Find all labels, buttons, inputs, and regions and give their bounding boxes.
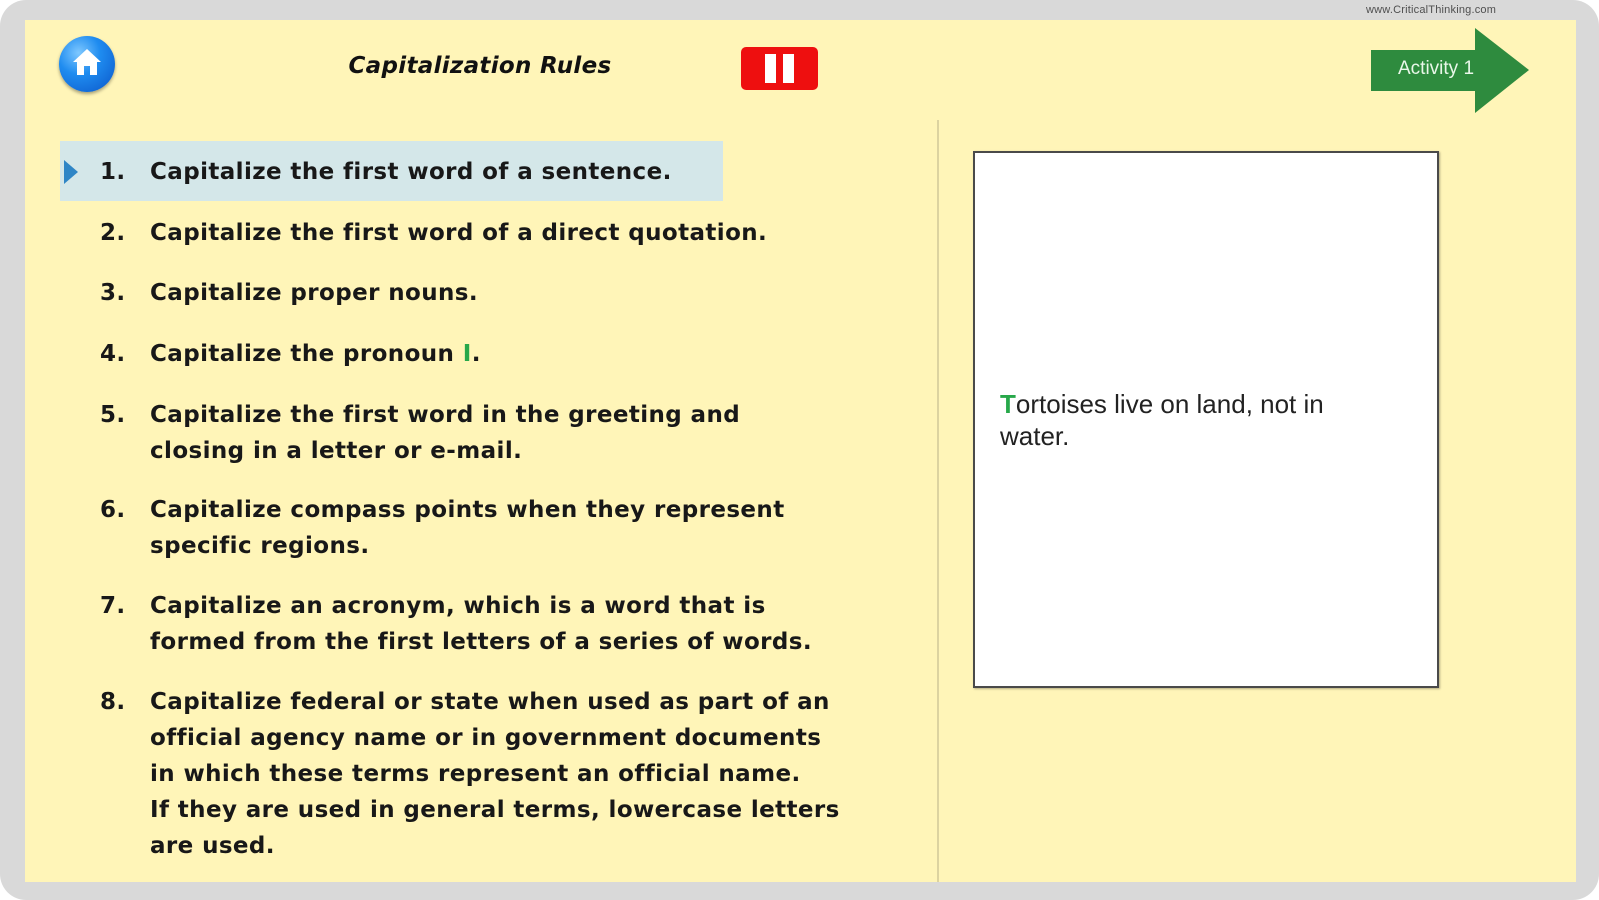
rule-text [150, 154, 940, 190]
pronoun-highlight: I [462, 341, 472, 367]
rule-text [150, 492, 940, 564]
rule-number: 4. [100, 341, 126, 367]
rule-line-part: Capitalize the pronoun [150, 341, 463, 367]
rule-line: are used. [150, 833, 275, 859]
rule-line: Capitalize federal or state when used as part of an [150, 689, 830, 715]
rule-text [150, 397, 940, 469]
rule-number: 8. [100, 689, 126, 715]
rule-line: closing in a letter or e-mail. [150, 438, 523, 464]
capital-letter-highlight: T [1000, 389, 1016, 419]
rule-number: 3. [100, 280, 126, 306]
rule-line [150, 336, 940, 372]
rule-number: 2. [100, 220, 126, 246]
rule-number: 6. [100, 497, 126, 523]
rule-line: in which these terms represent an official name. [150, 761, 801, 787]
rule-text [150, 588, 940, 660]
rule-line: Capitalize the first word of a direct quotation. [150, 220, 768, 246]
rule-text [150, 275, 940, 311]
play-triangle-icon [64, 160, 78, 184]
rule-line: official agency name or in government documents [150, 725, 822, 751]
example-text-line-1: ortoises live on land, not in [1015, 389, 1324, 419]
rule-text [150, 336, 940, 372]
rule-line: If they are used in general terms, lowercase letters [150, 797, 840, 823]
page-title: Capitalization Rules [348, 53, 612, 79]
rule-number: 1. [100, 159, 126, 185]
rule-number: 7. [100, 593, 126, 619]
activity-1-button[interactable] [1371, 28, 1531, 113]
rule-line-part: . [471, 341, 481, 367]
rule-line: Capitalize the first word in the greeting and [150, 402, 741, 428]
example-sentence [1000, 388, 1420, 452]
rule-line: specific regions. [150, 533, 370, 559]
rule-line: Capitalize the first word of a sentence. [150, 159, 672, 185]
rules-list [25, 20, 955, 882]
lesson-panel [25, 4, 1576, 882]
rule-text [150, 684, 940, 864]
rule-line: Capitalize proper nouns. [150, 280, 478, 306]
rule-text [150, 215, 940, 251]
rule-line: formed from the first letters of a series of words. [150, 629, 812, 655]
example-text-line-2: water. [1000, 421, 1070, 451]
rule-number: 5. [100, 402, 126, 428]
rule-line: Capitalize compass points when they represent [150, 497, 785, 523]
rule-line: Capitalize an acronym, which is a word that is [150, 593, 766, 619]
activity-button-label: Activity 1 [1398, 58, 1475, 79]
site-watermark: www.CriticalThinking.com [1366, 4, 1497, 16]
